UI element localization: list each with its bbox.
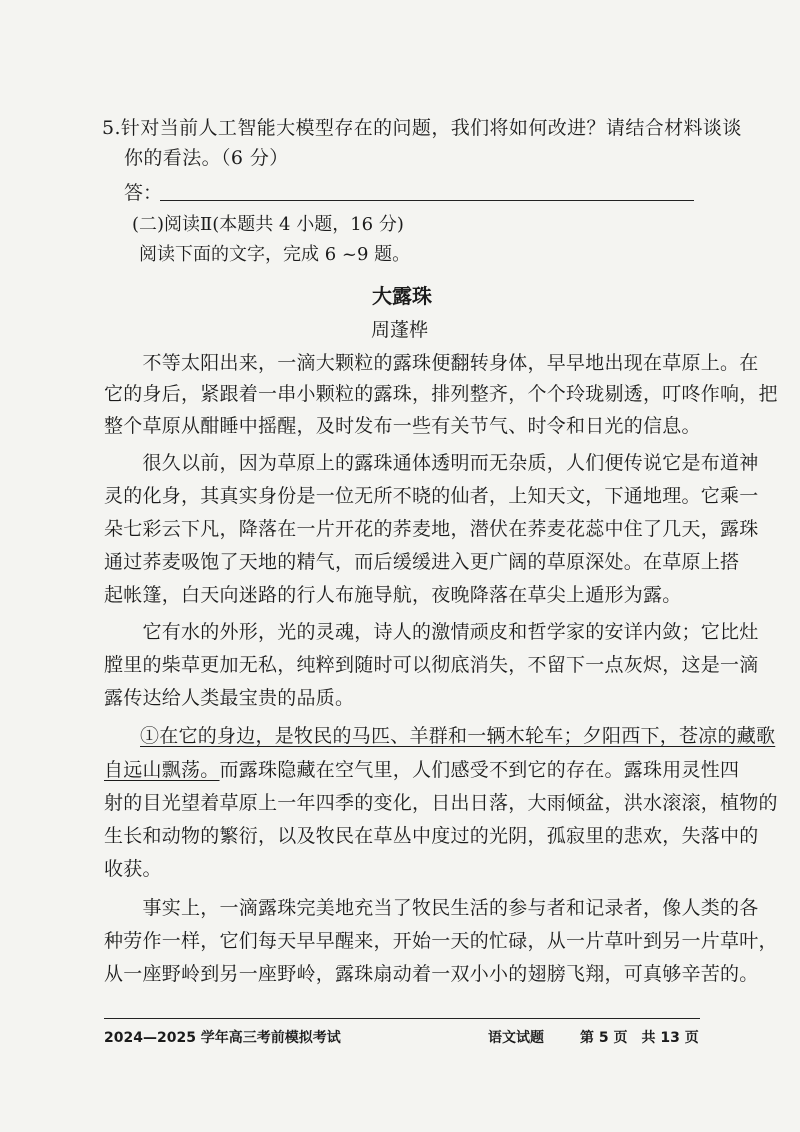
article-text-line: 膛里的柴草更加无私，纯粹到随时可以彻底消失，不留下一点灰烬，这是一滴 — [104, 654, 759, 676]
section-instruction: 阅读下面的文字，完成 6 ~9 题。 — [139, 244, 411, 265]
article-text-line: 起帐篷，白天向迷路的行人布施导航，夜晚降落在草尖上遁形为露。 — [104, 584, 682, 606]
article-text-line: 通过荞麦吸饱了天地的精气，而后缓缓进入更广阔的草原深处。在草原上搭 — [104, 551, 740, 573]
answer-line[interactable] — [160, 200, 694, 201]
article-text-line: 它的身后，紧跟着一串小颗粒的露珠，排列整齐，个个玲珑剔透，叮咚作响，把 — [104, 383, 778, 405]
article-text-line: 不等太阳出来，一滴大颗粒的露珠便翻转身体，早早地出现在草原上。在 — [104, 352, 759, 374]
article-text-line: 灵的化身，其真实身份是一位无所不晓的仙者，上知天文，下通地理。它乘一 — [104, 485, 759, 507]
article-text-line: 生长和动物的繁衍，以及牧民在草丛中度过的光阴，孤寂里的悲欢，失落中的 — [104, 825, 759, 847]
article-text-line: 整个草原从酣睡中摇醒，及时发布一些有关节气、时令和日光的信息。 — [104, 415, 701, 437]
footer-page-number: 第 5 页 共 13 页 — [580, 1030, 699, 1046]
article-text-line: 朵七彩云下凡，降落在一片开花的荞麦地，潜伏在荞麦花蕊中住了几天，露珠 — [104, 518, 759, 540]
footer-subject: 语文试题 — [488, 1030, 544, 1046]
underlined-sentence-1: ①在它的身边，是牧民的马匹、羊群和一辆木轮车；夕阳西下，苍凉的藏歌 — [140, 725, 776, 747]
footer-divider — [104, 1018, 700, 1019]
article-title: 大露珠 — [372, 284, 432, 308]
article-text-line: 射的目光望着草原上一年四季的变化，日出日落，大雨倾盆，洪水滚滚，植物的 — [104, 792, 778, 814]
question-5-line-2: 你的看法。（6 分） — [124, 147, 289, 169]
article-text-line: 事实上，一滴露珠完美地充当了牧民生活的参与者和记录者，像人类的各 — [104, 897, 759, 919]
article-text-line-underlined — [140, 724, 775, 748]
footer-exam-title: 2024—2025 学年高三考前模拟考试 — [104, 1030, 341, 1046]
article-text-line: 露传达给人类最宝贵的品质。 — [104, 687, 355, 709]
article-text-segment: 而露珠隐藏在空气里，人们感受不到它的存在。露珠用灵性四 — [219, 759, 740, 781]
article-text-line: 收获。 — [104, 858, 162, 880]
article-author: 周蓬桦 — [371, 319, 429, 341]
article-text-line: 很久以前，因为草原上的露珠通体透明而无杂质，人们便传说它是布道神 — [104, 452, 759, 474]
section-header: (二)阅读Ⅱ(本题共 4 小题，16 分) — [132, 214, 404, 235]
underlined-sentence-1-end: 自远山飘荡。 — [104, 759, 220, 781]
article-text-line: 从一座野岭到另一座野岭，露珠扇动着一双小小的翅膀飞翔，可真够辛苦的。 — [104, 963, 759, 985]
article-text-line: 种劳作一样，它们每天早早醒来，开始一天的忙碌，从一片草叶到另一片草叶， — [104, 930, 778, 952]
article-text-line — [104, 758, 739, 782]
answer-label: 答： — [124, 182, 163, 204]
question-5-line-1: 5.针对当前人工智能大模型存在的问题，我们将如何改进？请结合材料谈谈 — [102, 117, 742, 139]
article-text-line: 它有水的外形，光的灵魂，诗人的激情顽皮和哲学家的安详内敛；它比灶 — [104, 621, 759, 643]
